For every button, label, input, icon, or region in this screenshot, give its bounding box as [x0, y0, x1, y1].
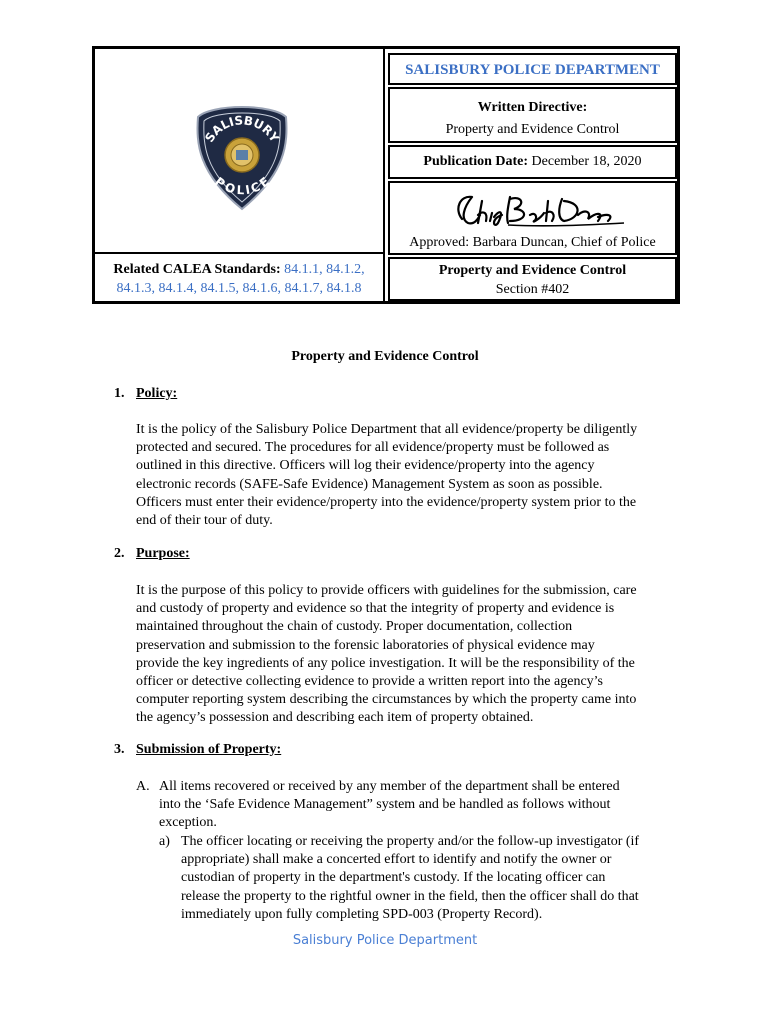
directive-label: Written Directive:: [477, 100, 588, 115]
document-title: Property and Evidence Control: [291, 349, 479, 364]
department-name: SALISBURY POLICE DEPARTMENT: [388, 53, 677, 85]
paragraph-line: protected and secured. The procedures for all evidence/property must be followed as: [136, 440, 610, 456]
paragraph-line: It is the policy of the Salisbury Police Department that all evidence/property be diligently: [136, 422, 638, 437]
calea-line1[interactable]: 84.1.1, 84.1.2,: [284, 262, 365, 277]
section-1-number: 1.: [114, 386, 125, 401]
paragraph-line: preservation and submission to the forensic laboratories of physical evidence may: [136, 637, 595, 653]
section-2-heading: [114, 546, 190, 562]
section-2-paragraph: [136, 582, 681, 728]
approval-cell: [388, 181, 677, 255]
header-right-column: [388, 49, 677, 301]
item-a-label: A.: [136, 779, 150, 794]
section-2-number: 2.: [114, 546, 125, 561]
publication-label: Publication Date:: [423, 154, 529, 169]
section-3-label: Submission of Property:: [136, 742, 282, 757]
logo-bottom-text: POLICE: [212, 174, 272, 198]
paragraph-line: All items recovered or received by any member of the department shall be entered: [159, 779, 620, 794]
header-table: [92, 46, 680, 304]
logo-cell: [95, 49, 383, 254]
paragraph-line: exception.: [159, 815, 217, 831]
section-1-heading: [114, 386, 177, 402]
publication-date: December 18, 2020: [531, 154, 642, 169]
directive-cell: [388, 87, 677, 143]
paragraph-line: It is the purpose of this policy to provide officers with guidelines for the submission, care: [136, 583, 637, 598]
approved-line: Approved: Barbara Duncan, Chief of Police: [409, 235, 656, 250]
calea-standards: [95, 256, 383, 298]
section-3-heading: [114, 742, 281, 758]
calea-line2[interactable]: 84.1.3, 84.1.4, 84.1.5, 84.1.6, 84.1.7, 84.1.8: [116, 281, 362, 296]
paragraph-line: immediately upon fully completing SPD-003 (Property Record).: [181, 906, 543, 922]
item-a-sub-label: a): [159, 834, 170, 849]
section-3-number: 3.: [114, 742, 125, 757]
item-a-sub-text: [181, 833, 681, 924]
paragraph-line: end of their tour of duty.: [136, 513, 273, 529]
signature-image: [448, 189, 628, 233]
section-1-paragraph: [136, 421, 681, 530]
paragraph-line: into the ‘Safe Evidence Management” system and be handled as follows without: [159, 797, 611, 813]
logo-top-text: SALISBURY: [202, 113, 282, 145]
paragraph-line: the agency’s possession and describing each item of property obtained.: [136, 710, 534, 726]
paragraph-line: and custody of property and evidence so that the integrity of property and evidence is: [136, 601, 615, 617]
paragraph-line: outlined in this directive. Officers will log their evidence/property into the agency: [136, 458, 595, 474]
item-a-text: [159, 778, 679, 833]
calea-label: Related CALEA Standards:: [113, 262, 281, 277]
paragraph-line: electronic records (SAFE-Safe Evidence) Management System as soon as possible.: [136, 476, 603, 492]
paragraph-line: provide the key ingredients of any police investigation. It will be the responsibility of the: [136, 655, 635, 671]
paragraph-line: Officers must enter their evidence/property into the evidence/property system prior to the: [136, 494, 637, 510]
section-number: Section #402: [495, 282, 570, 297]
section-cell: [388, 257, 677, 301]
section-title: Property and Evidence Control: [438, 263, 627, 278]
section-1-label: Policy:: [136, 386, 178, 401]
paragraph-line: maintained throughout the chain of custody. Proper documentation, collection: [136, 619, 573, 635]
paragraph-line: release the property to the rightful owner in the field, then the officer shall do that: [181, 888, 639, 904]
publication-cell: [388, 145, 677, 179]
section-2-label: Purpose:: [136, 546, 190, 561]
paragraph-line: appropriate) shall make a concerted effort to identify and notify the owner or: [181, 852, 612, 868]
header-left-column: [95, 49, 385, 301]
paragraph-line: officer or detective collecting evidence to provide a written report into the agency’s: [136, 674, 603, 690]
page-footer: Salisbury Police Department: [292, 933, 478, 948]
paragraph-line: custodian of property in the department's custody. If the locating officer can: [181, 870, 606, 886]
directive-title: Property and Evidence Control: [445, 122, 620, 137]
paragraph-line: computer reporting system describing the circumstances by which the property came into: [136, 692, 637, 708]
paragraph-line: The officer locating or receiving the property and/or the follow-up investigator (if: [181, 834, 640, 849]
police-badge-logo: [192, 103, 292, 213]
